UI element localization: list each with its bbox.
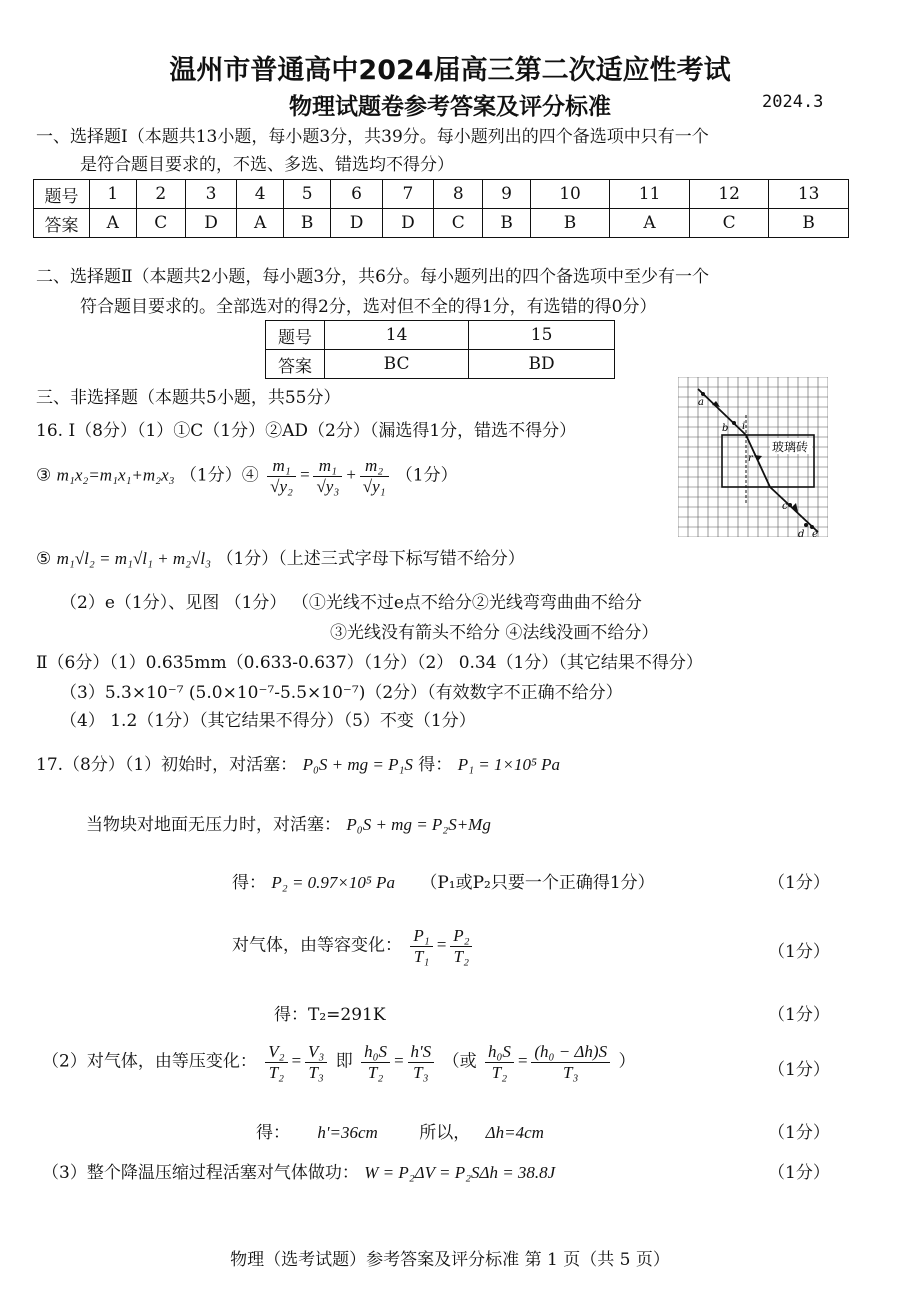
glass-label: 玻璃砖: [772, 440, 809, 454]
answer-cell: C: [434, 209, 483, 238]
point-label: b: [722, 423, 729, 434]
q17-line3: [232, 868, 655, 893]
answer-cell: BC: [325, 350, 469, 379]
answer-cell: A: [610, 209, 690, 238]
answer-cell: B: [530, 209, 610, 238]
point-label: d: [798, 529, 805, 537]
answer-cell: BD: [469, 350, 615, 379]
question-number-cell: 4: [237, 180, 284, 209]
q17-score: （1分）: [768, 873, 830, 893]
question-number-cell: 7: [382, 180, 433, 209]
q17-score: （1分）: [768, 1163, 830, 1183]
answer-cell: C: [136, 209, 185, 238]
point-label: a: [698, 397, 704, 408]
section1-answer-table: [33, 179, 849, 238]
q17-eq2: P₀S + mg = P₂S+Mg: [346, 815, 491, 834]
question-number-cell: 3: [185, 180, 236, 209]
q17-l6-text: （2）对气体，由等压变化：: [42, 1051, 257, 1072]
q17-l3-de: 得：: [232, 873, 266, 893]
q17-eq-h: $\frac{\text{h₀S}}{\text{T₂}}$ = $\frac{h'S}{\text{T₃}}$: [358, 1051, 437, 1070]
q17-eq-work: W = P₂ΔV = P₂SΔh = 38.8J: [364, 1163, 556, 1182]
q17-eq-h-alt: $\frac{\text{h₀S}}{\text{T₂}}$ = $\frac{\text{(h₀ − Δh)S}}{\text{T₃}}$: [482, 1051, 613, 1070]
exam-date: 2024.3: [762, 92, 824, 112]
table-header-cell: 答案: [34, 209, 90, 238]
question-number-cell: 11: [610, 180, 690, 209]
answer-cell: D: [382, 209, 433, 238]
section2-heading-cont: 符合题目要求的。全部选对的得2分，选对但不全的得1分，有选错的得0分）: [80, 297, 657, 317]
section1-heading-cont: 是符合题目要求的，不选、多选、错选均不得分）: [80, 155, 454, 175]
q17-eq1: P₀S + mg = P₁S: [302, 755, 413, 774]
q17-l1-de: 得：: [418, 755, 453, 775]
question-number-cell: 2: [136, 180, 185, 209]
q16-l2-score: （1分）④: [179, 465, 259, 486]
exam-title: 温州市普通高中2024届高三第二次适应性考试: [169, 55, 731, 86]
q17-line6: [42, 1042, 635, 1083]
q16-line3: [36, 544, 525, 569]
q16-l3-mark: ⑤: [36, 549, 52, 569]
question-number-cell: 8: [434, 180, 483, 209]
q17-line1: [36, 750, 560, 775]
section2-heading: 二、选择题Ⅱ（本题共2小题，每小题3分，共6分。每小题列出的四个备选项中至少有一个: [36, 267, 710, 287]
q16-line2: [36, 456, 458, 497]
q16-line1: 16. Ⅰ（8分）（1）①C（1分）②AD（2分）（漏选得1分，错选不得分）: [36, 421, 577, 441]
answer-cell: A: [90, 209, 137, 238]
question-number-cell: 1: [90, 180, 137, 209]
q17-score: （1分）: [768, 1060, 830, 1080]
q17-line8: [42, 1158, 555, 1183]
table-header-cell: 答案: [266, 350, 325, 379]
q16-l2-score2: （1分）: [395, 465, 458, 486]
q17-eq1-result: P₁ = 1×10⁵ Pa: [457, 755, 560, 774]
q17-score: （1分）: [768, 1005, 830, 1025]
question-number-cell: 14: [325, 321, 469, 350]
point-marker: [701, 392, 705, 396]
q17-line7: [256, 1118, 544, 1143]
question-number-cell: 15: [469, 321, 615, 350]
q16-line8: （4） 1.2（1分）（其它结果不得分）（5）不变（1分）: [60, 711, 476, 731]
section3-heading: 三、非选择题（本题共5小题，共55分）: [36, 388, 341, 408]
q17-l4-text: 对气体，由等容变化：: [232, 935, 402, 956]
question-number-cell: 9: [483, 180, 530, 209]
q17-line2: [86, 810, 491, 835]
q16-line7: （3）5.3×10⁻⁷ (5.0×10⁻⁷-5.5×10⁻⁷)（2分）（有效数字不正确不给分）: [60, 683, 623, 703]
q17-l6-close: ）: [618, 1051, 636, 1072]
q16-line6: Ⅱ（6分）（1）0.635mm（0.633-0.637）（1分）（2） 0.34（1分）（其它结果不得分）: [36, 653, 703, 673]
q17-l7-so: 所以，: [419, 1123, 471, 1143]
answer-cell: B: [483, 209, 530, 238]
q16-eq-sqrt-l: m₁√l₂ = m₁√l₁ + m₂√l₃: [56, 549, 212, 568]
q17-l7-de: 得：: [256, 1123, 290, 1143]
q17-eq3: P₂ = 0.97×10⁵ Pa: [271, 873, 395, 892]
point-marker: [732, 421, 736, 425]
point-label: e: [812, 529, 818, 537]
arrow-icon: [754, 455, 762, 461]
q16-line5: ③光线没有箭头不给分 ④法线没画不给分）: [330, 623, 659, 643]
point-label: c: [782, 501, 788, 512]
section2-answer-table: [265, 320, 615, 379]
question-number-cell: 12: [689, 180, 769, 209]
q17-l1-text: 17.（8分）（1）初始时，对活塞：: [36, 755, 298, 775]
answer-cell: D: [185, 209, 236, 238]
q16-eq-sqrt-y: $\frac{\text{m₁}}{\text{√y₂}}$ = $\frac{\text{m₁}}{\text{√y₃}}$ + $\frac{\text{m₂}}{\text{√y₁}}$: [264, 465, 396, 484]
q17-l6-ji: 即: [335, 1051, 353, 1072]
q17-l2-text: 当物块对地面无压力时，对活塞：: [86, 815, 341, 835]
question-number-cell: 5: [283, 180, 330, 209]
answer-cell: C: [689, 209, 769, 238]
q16-l3-note: （1分）（上述三式字母下标写错不给分）: [216, 549, 525, 569]
answer-cell: B: [283, 209, 330, 238]
q17-l8-text: （3）整个降温压缩过程活塞对气体做功：: [42, 1163, 359, 1183]
q17-l3-note: （P₁或P₂只要一个正确得1分）: [420, 873, 655, 893]
q17-eq-isochoric: $\frac{\text{P₁}}{\text{T₁}}$ = $\frac{\text{P₂}}{\text{T₂}}$: [407, 935, 475, 954]
q17-score: （1分）: [768, 942, 830, 962]
q16-line4: （2）e（1分）、见图 （1分） （①光线不过e点不给分②光线弯弯曲曲不给分: [60, 593, 642, 613]
q17-l7-dh: Δh=4cm: [485, 1123, 544, 1142]
q17-score: （1分）: [768, 1123, 830, 1143]
point-marker: [788, 503, 792, 507]
question-number-cell: 6: [331, 180, 382, 209]
question-number-cell: 10: [530, 180, 610, 209]
q17-l7-h: h'=36cm: [317, 1123, 378, 1142]
q17-eq-isobaric: $\frac{\text{V₂}}{\text{T₂}}$ = $\frac{\text{V₃}}{\text{T₃}}$: [262, 1051, 330, 1070]
point-marker: [804, 523, 808, 527]
table-header-cell: 题号: [266, 321, 325, 350]
exam-subtitle: 物理试题卷参考答案及评分标准: [289, 94, 611, 120]
q16-l2-mark: ③: [36, 465, 52, 486]
refraction-figure: [678, 377, 828, 537]
table-header-cell: 题号: [34, 180, 90, 209]
angle-label: i: [742, 421, 746, 432]
q17-l6-or: （或: [442, 1051, 477, 1072]
page-footer: 物理（选考试题）参考答案及评分标准 第 1 页（共 5 页）: [230, 1250, 670, 1270]
answer-cell: A: [237, 209, 284, 238]
section1-heading: 一、选择题Ⅰ（本题共13小题，每小题3分，共39分。每小题列出的四个备选项中只有一个: [36, 127, 709, 147]
q16-eq-momentum: m₁x₂=m₁x₁+m₂x₃: [56, 465, 175, 485]
answer-cell: B: [769, 209, 849, 238]
q17-line5: 得：T₂=291K: [274, 1005, 386, 1025]
angle-label: r: [748, 453, 753, 464]
q17-line4: [232, 926, 475, 967]
question-number-cell: 13: [769, 180, 849, 209]
answer-cell: D: [331, 209, 382, 238]
